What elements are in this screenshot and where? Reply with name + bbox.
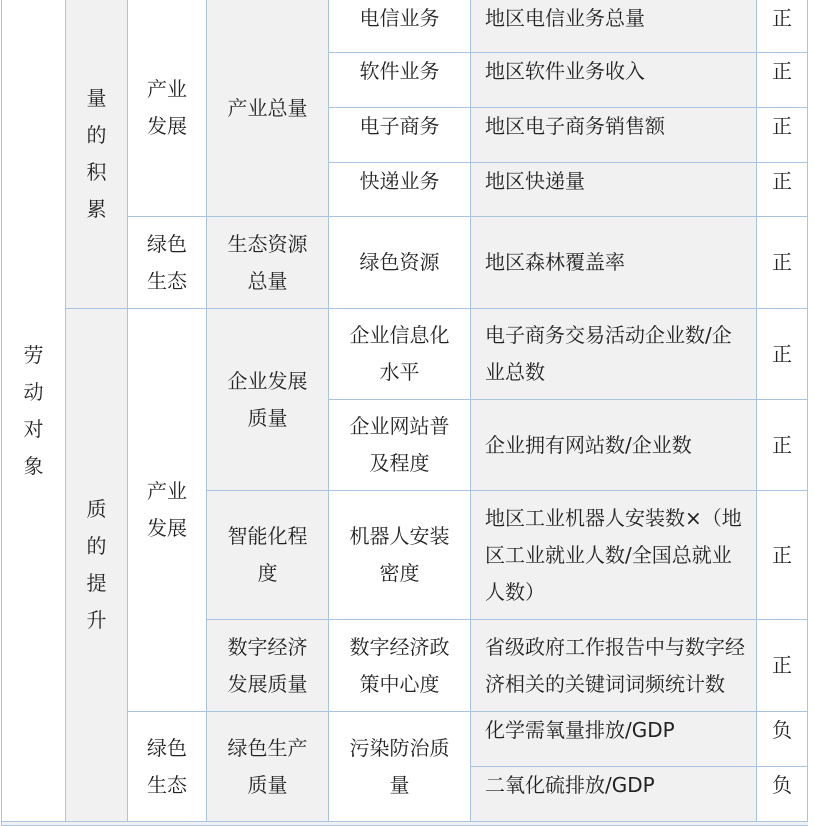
item-cell: 电信业务: [329, 0, 471, 53]
item-cell: 数字经济政 策中心度: [329, 620, 471, 712]
subcategory-cell: 绿色生产 质量: [207, 712, 329, 822]
category-cell: 绿色 生态: [128, 217, 207, 309]
indicator-cell: 地区森林覆盖率: [471, 217, 757, 309]
indicator-cell: 地区工业机器人安装数×（地 区工业就业人数/全国总就业 人数）: [471, 491, 757, 620]
sign-cell: 正: [757, 217, 808, 309]
item-cell: 电子商务: [329, 108, 471, 163]
sign-cell: 正: [757, 620, 808, 712]
indicator-cell: 二氧化硫排放/GDP: [471, 767, 757, 822]
item-cell: 绿色资源: [329, 217, 471, 309]
subcategory-cell: 产业总量: [207, 0, 329, 217]
item-cell: 软件业务: [329, 53, 471, 108]
category-cell: 产业 发展: [128, 0, 207, 217]
indicator-cell: 地区电子商务销售额: [471, 108, 757, 163]
sub-dimension-quality: 质 的 提 升: [66, 309, 128, 822]
category-cell: 绿色 生态: [128, 712, 207, 822]
sign-cell: 负: [757, 767, 808, 822]
indicator-cell: 地区软件业务收入: [471, 53, 757, 108]
sign-cell: 正: [757, 108, 808, 163]
indicator-cell: 企业拥有网站数/企业数: [471, 400, 757, 491]
indicator-cell: 电子商务交易活动企业数/企 业总数: [471, 309, 757, 400]
item-cell: 企业信息化 水平: [329, 309, 471, 400]
subcategory-cell: 智能化程 度: [207, 491, 329, 620]
sub-dimension-quantity: 量 的 积 累: [66, 0, 128, 309]
sign-cell: 正: [757, 491, 808, 620]
indicator-cell: 地区快递量: [471, 163, 757, 217]
next-row-strip: [2, 822, 808, 826]
item-cell: 机器人安装 密度: [329, 491, 471, 620]
dimension-cell: 劳 动 对 象: [2, 0, 66, 822]
subcategory-cell: 企业发展 质量: [207, 309, 329, 491]
sign-cell: 正: [757, 400, 808, 491]
item-cell: 快递业务: [329, 163, 471, 217]
sign-cell: 负: [757, 712, 808, 767]
indicator-cell: 地区电信业务总量: [471, 0, 757, 53]
sign-cell: 正: [757, 0, 808, 53]
subcategory-cell: 数字经济 发展质量: [207, 620, 329, 712]
table-right-edge: [808, 0, 814, 826]
sign-cell: 正: [757, 163, 808, 217]
category-cell: 产业 发展: [128, 309, 207, 712]
indicator-cell: 化学需氧量排放/GDP: [471, 712, 757, 767]
indicator-cell: 省级政府工作报告中与数字经 济相关的关键词词频统计数: [471, 620, 757, 712]
item-cell: 污染防治质 量: [329, 712, 471, 822]
sign-cell: 正: [757, 309, 808, 400]
item-cell: 企业网站普 及程度: [329, 400, 471, 491]
sign-cell: 正: [757, 53, 808, 108]
subcategory-cell: 生态资源 总量: [207, 217, 329, 309]
